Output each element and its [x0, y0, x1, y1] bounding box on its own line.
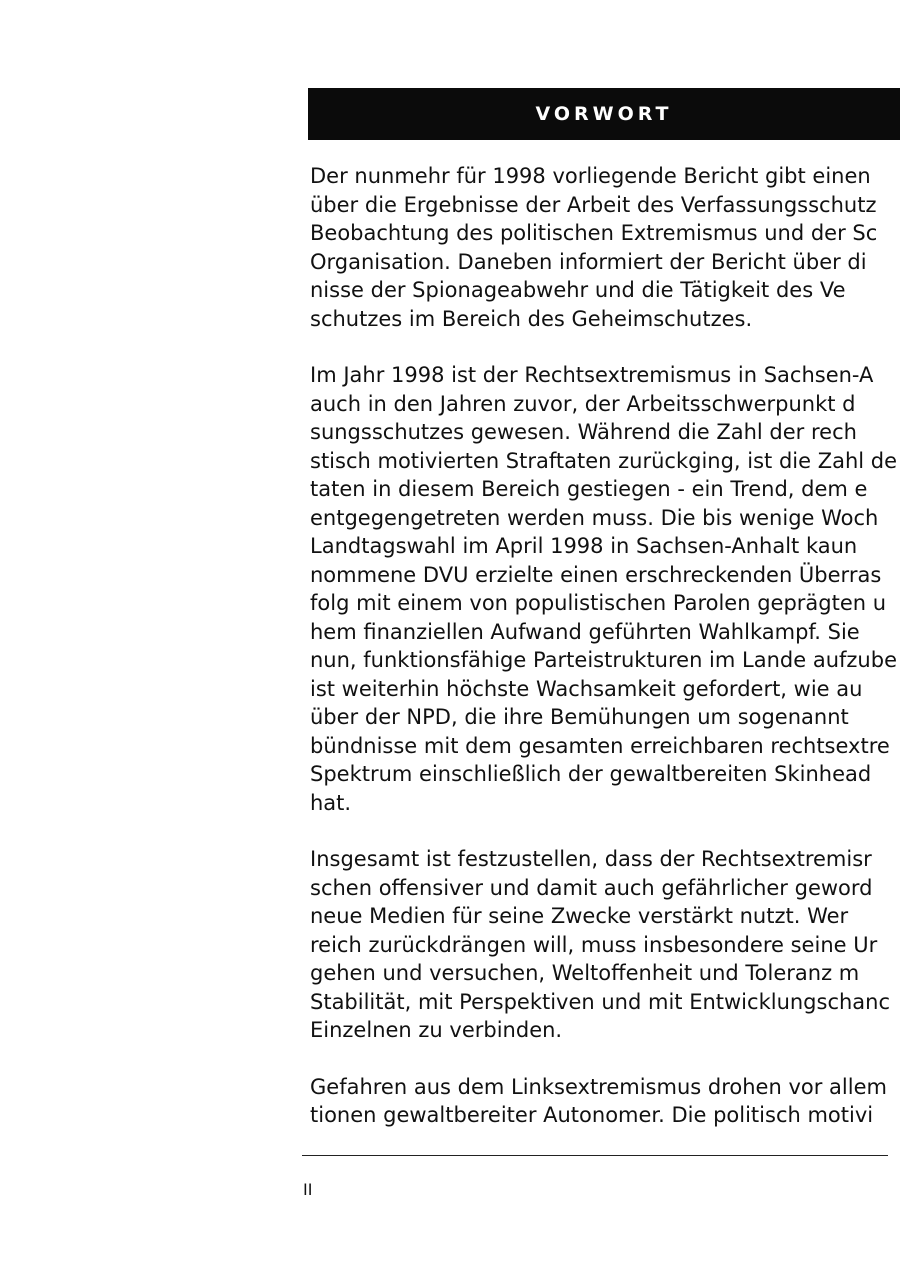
text-line: ist weiterhin höchste Wachsamkeit gefordert, wie au — [310, 676, 863, 701]
text-line: folg mit einem von populistischen Parolen geprägten u — [310, 591, 887, 615]
text-line: über die Ergebnisse der Arbeit des Verfassungsschutz — [310, 192, 877, 217]
text-line: nun, funktionsfähige Parteistrukturen im Lande aufzube — [310, 648, 897, 672]
footer-divider — [302, 1155, 888, 1156]
paragraph — [310, 361, 900, 817]
text-line: Gefahren aus dem Linksextremismus drohen vor allem — [310, 1074, 887, 1099]
page-title: VORWORT — [535, 103, 673, 125]
text-line: Stabilität, mit Perspektiven und mit Entwicklungschanc — [310, 989, 891, 1014]
text-line: nommene DVU erzielte einen erschreckenden Überras — [310, 562, 882, 587]
text-line: über der NPD, die ihre Bemühungen um sogenannt — [310, 705, 849, 729]
text-line: Organisation. Daneben informiert der Bericht über di — [310, 249, 867, 274]
text-line: taten in diesem Bereich gestiegen - ein Trend, dem e — [310, 477, 868, 501]
text-line: stisch motivierten Straftaten zurückging, ist die Zahl de — [310, 448, 898, 473]
text-line: hem finanziellen Aufwand geführten Wahlkampf. Sie — [310, 619, 860, 644]
text-line: entgegengetreten werden muss. Die bis wenige Woch — [310, 505, 879, 530]
text-line: schutzes im Bereich des Geheimschutzes. — [310, 306, 753, 331]
paragraph — [310, 162, 900, 333]
text-line: nisse der Spionageabwehr und die Tätigkeit des Ve — [310, 278, 846, 302]
text-line: sungsschutzes gewesen. Während die Zahl der rech — [310, 420, 857, 444]
text-line: Beobachtung des politischen Extremismus und der Sc — [310, 221, 878, 245]
text-line: Spektrum einschließlich der gewaltbereiten Skinhead — [310, 762, 872, 786]
body-text — [310, 162, 900, 1158]
text-line: auch in den Jahren zuvor, der Arbeitsschwerpunkt d — [310, 391, 856, 416]
paragraph — [310, 1073, 900, 1130]
text-line: Landtagswahl im April 1998 in Sachsen-Anhalt kaun — [310, 534, 858, 558]
text-line: Einzelnen zu verbinden. — [310, 1018, 563, 1042]
text-line: schen offensiver und damit auch gefährlicher geword — [310, 875, 873, 900]
page-number: II — [303, 1180, 313, 1199]
text-line: reich zurückdrängen will, muss insbesondere seine Ur — [310, 932, 878, 957]
text-line: Der nunmehr für 1998 vorliegende Bericht gibt einen — [310, 164, 871, 188]
text-line: gehen und versuchen, Weltoffenheit und Toleranz m — [310, 961, 860, 985]
text-line: neue Medien für seine Zwecke verstärkt nutzt. Wer — [310, 904, 849, 928]
text-line: Im Jahr 1998 ist der Rechtsextremismus in Sachsen-A — [310, 363, 874, 387]
text-line: bündnisse mit dem gesamten erreichbaren rechtsextre — [310, 733, 890, 758]
text-line: Insgesamt ist festzustellen, dass der Rechtsextremisr — [310, 847, 872, 871]
paragraph — [310, 845, 900, 1045]
text-line: tionen gewaltbereiter Autonomer. Die politisch motivi — [310, 1103, 874, 1127]
text-line: hat. — [310, 790, 352, 815]
header-bar — [308, 88, 900, 140]
